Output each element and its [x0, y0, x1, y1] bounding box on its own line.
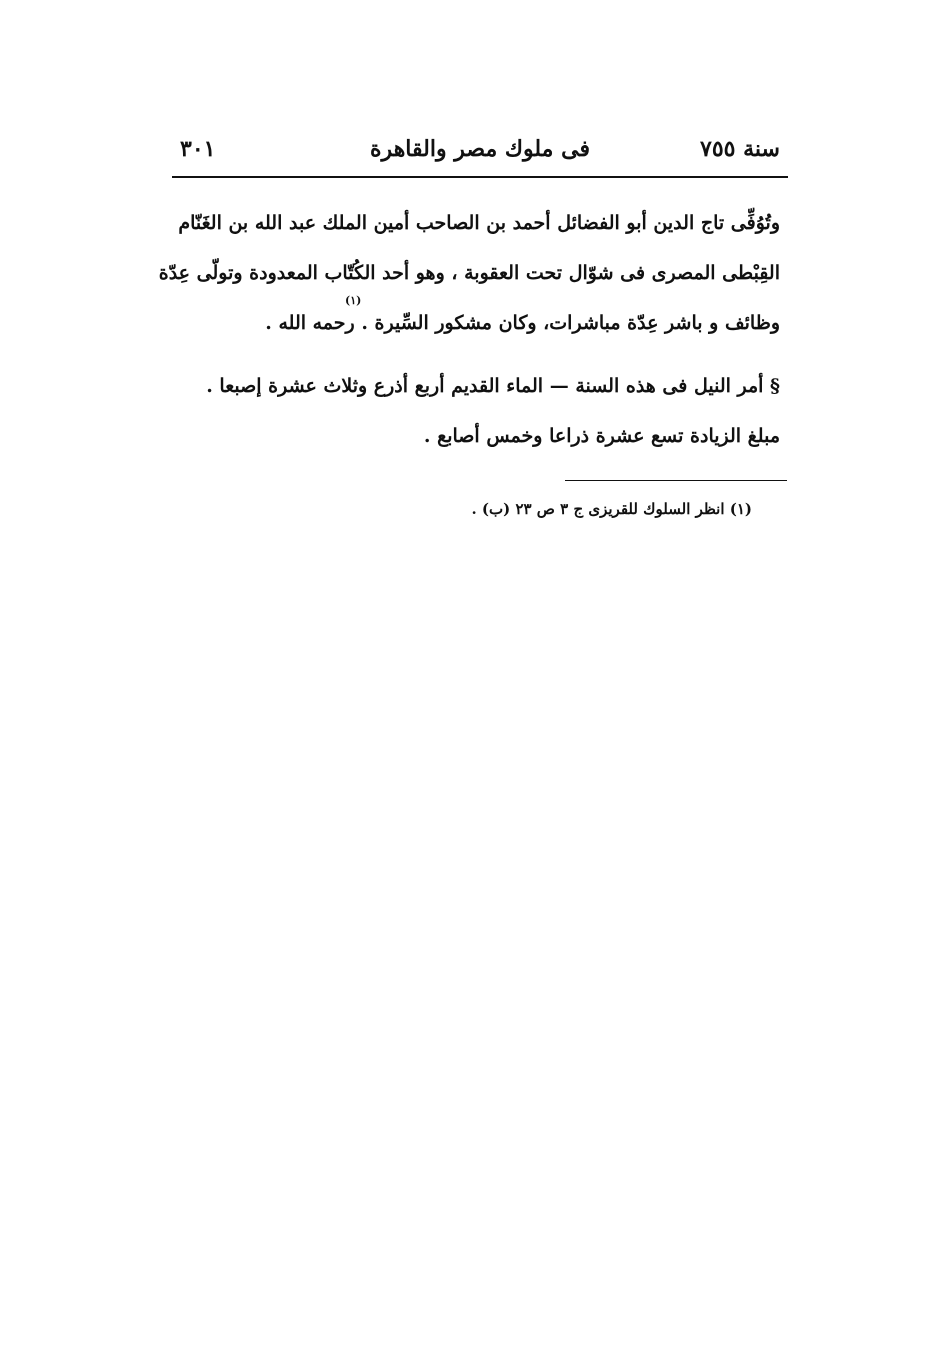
- running-header: [172, 128, 788, 172]
- header-rule: [172, 176, 788, 178]
- header-year: سنة ٧٥٥: [700, 136, 780, 162]
- paragraph-line: مبلغ الزيادة تسع عشرة ذراعا وخمس أصابع .: [423, 425, 780, 447]
- paragraph-line: وظائف و باشر عِدّة مباشرات، وكان مشكور السِّيرة . رحمه الله .: [265, 312, 780, 334]
- paragraph-obituary: [158, 212, 780, 362]
- paragraph-line: القِبْطى المصرى فى شوّال تحت العقوبة ، وهو أحد الكُتّاب المعدودة وتولّى عِدّة: [158, 262, 780, 284]
- footnote: (١) انظر السلوك للقريزى ج ٣ ص ٢٣ (ب) .: [471, 500, 752, 518]
- paragraph-line: § أمر النيل فى هذه السنة — الماء القديم أربع أذرع وثلاث عشرة إصبعا .: [206, 375, 780, 397]
- header-title: فى ملوك مصر والقاهرة: [370, 136, 590, 162]
- paragraph-nile: [180, 375, 780, 475]
- footnote-rule: [565, 480, 787, 481]
- paragraph-line: وتُوُفِّى تاج الدين أبو الفضائل أحمد بن الصاحب أمين الملك عبد الله بن الغَنّام: [178, 212, 780, 234]
- footnote-marker: (١): [345, 294, 362, 307]
- page-number: ٣٠١: [180, 136, 216, 162]
